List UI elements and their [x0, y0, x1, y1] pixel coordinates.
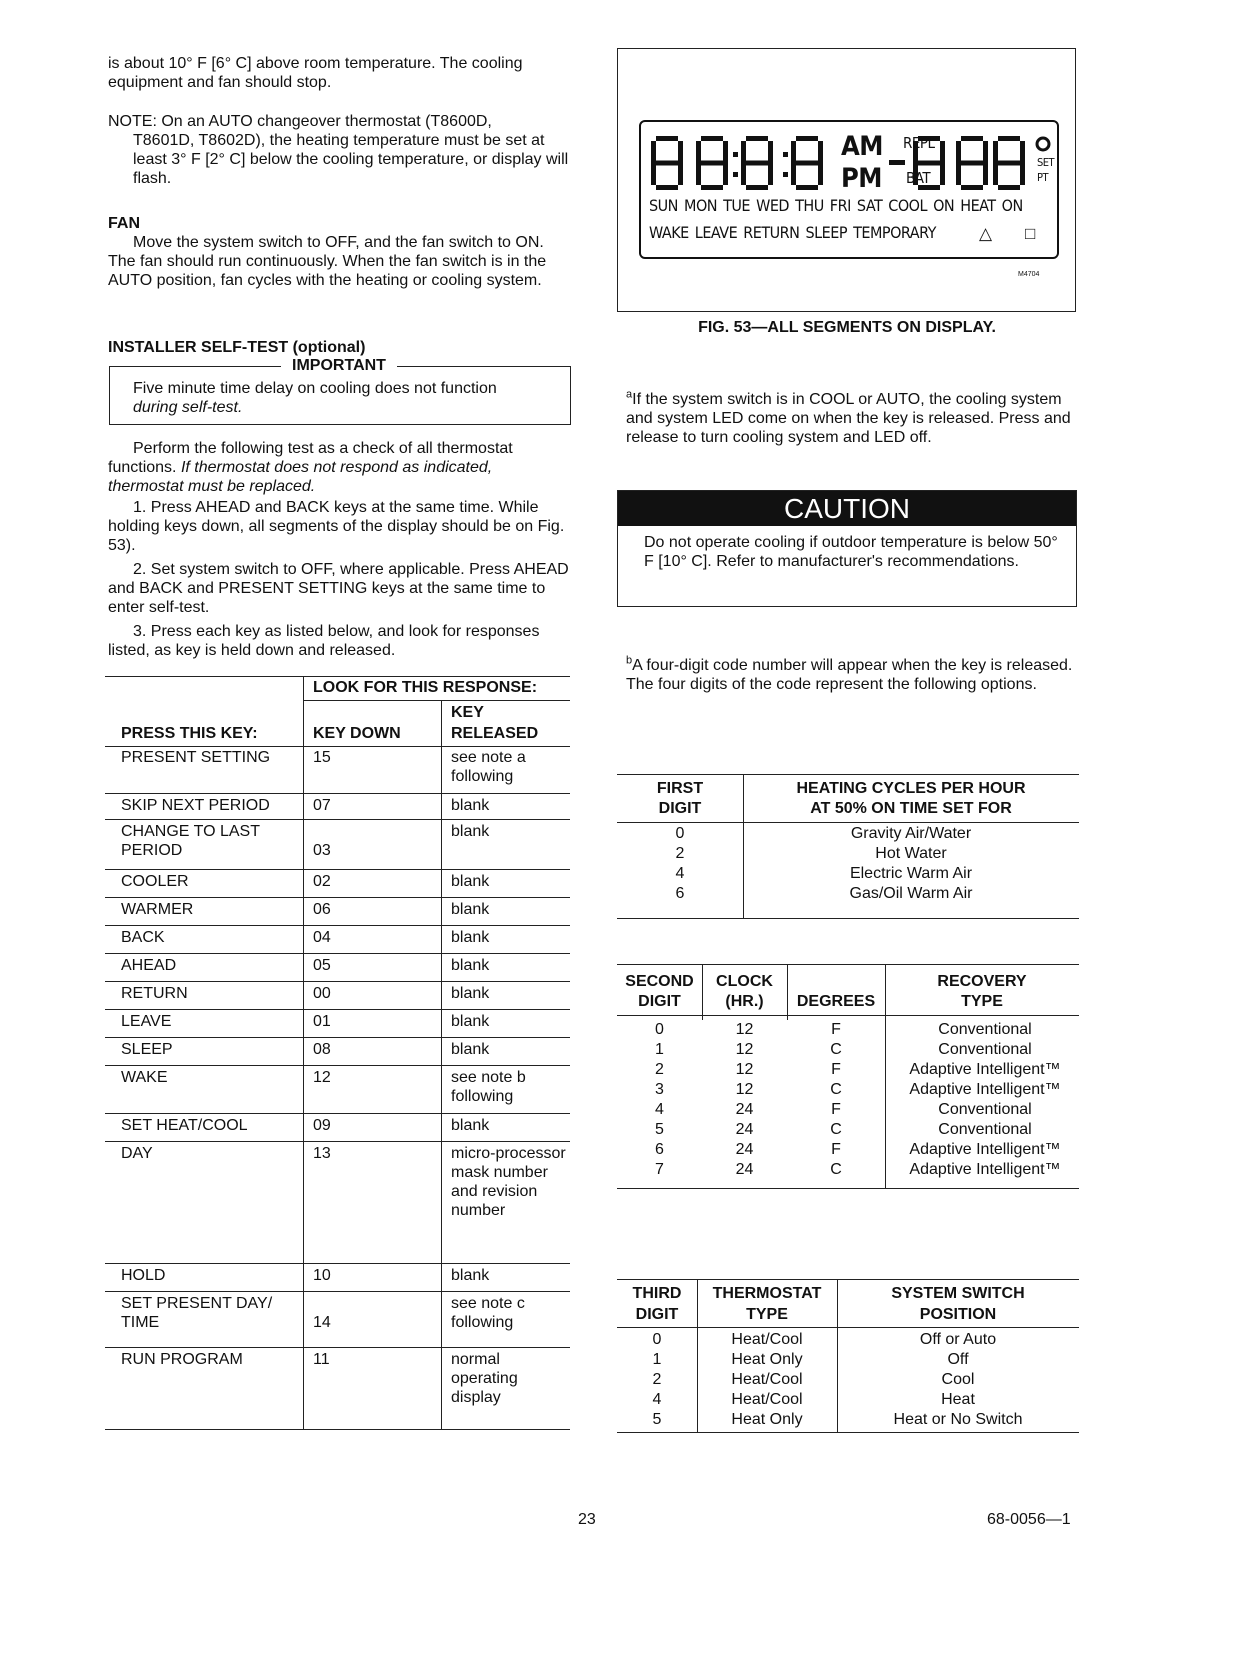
table-row-key: SET HEAT/COOL	[121, 1117, 248, 1134]
table-row-released: blank	[451, 985, 490, 1002]
table-row-key: COOLER	[121, 873, 189, 890]
lcd-pm: PM	[841, 163, 882, 194]
note-a-sup: a	[626, 388, 633, 401]
important-text-2: during self-test.	[133, 399, 243, 416]
perform-text: Perform the following test as a check of all thermostat functions.	[108, 440, 513, 476]
lcd-segment	[746, 136, 768, 141]
lcd-segment	[940, 141, 945, 163]
second-h4-a: RECOVERY	[937, 973, 1027, 990]
lcd-segment	[918, 161, 940, 166]
first-row-digit: 4	[675, 865, 685, 882]
lcd-segment	[956, 141, 961, 163]
lcd-segment	[678, 141, 683, 163]
lcd-segment	[741, 163, 746, 185]
figure-caption: FIG. 53—ALL SEGMENTS ON DISPLAY.	[698, 319, 996, 336]
figure-box	[617, 48, 1076, 312]
table-row-down: 00	[313, 985, 331, 1002]
lcd-segment	[701, 185, 723, 190]
table-row-down: 12	[313, 1069, 331, 1086]
lcd-segment	[993, 141, 998, 163]
second-row-digit: 3	[655, 1081, 664, 1098]
lcd-segment	[796, 136, 818, 141]
lcd-segment	[696, 163, 701, 185]
lcd-segment	[701, 136, 723, 141]
table-row-key: CHANGE TO LAST PERIOD	[121, 823, 260, 859]
second-row-digit: 6	[655, 1141, 664, 1158]
first-col2-a: HEATING CYCLES PER HOUR	[796, 780, 1026, 797]
second-h2-a: CLOCK	[716, 973, 773, 990]
table-row-released: blank	[451, 873, 490, 890]
table-row-key: WARMER	[121, 901, 194, 918]
first-row-value: Hot Water	[875, 845, 947, 862]
third-row-position: Off or Auto	[919, 1331, 997, 1348]
third-h3-b: POSITION	[919, 1306, 997, 1323]
second-row-degrees: C	[830, 1121, 842, 1138]
third-row-type: Heat Only	[731, 1351, 803, 1368]
lcd-segment	[983, 163, 988, 185]
second-row-recovery: Conventional	[938, 1021, 1032, 1038]
lcd-segment	[983, 141, 988, 163]
lcd-segment	[741, 141, 746, 163]
second-row-clock: 24	[735, 1101, 754, 1118]
step-1: 1. Press AHEAD and BACK keys at the same time. While holding keys down, all segments of the display should be on Fig. 53).	[108, 499, 565, 554]
fan-paragraph: Move the system switch to OFF, and the fan switch to ON. The fan should run continuously. When the fan switch is in the AUTO position, fan cycles with the heating or cooling system.	[108, 234, 547, 289]
second-row-degrees: F	[831, 1141, 841, 1158]
lcd-segment	[818, 141, 823, 163]
table-row-key: WAKE	[121, 1069, 168, 1086]
lcd-days-row: SUN MON TUE WED THU FRI SAT COOL ON HEAT ON	[649, 196, 1023, 215]
table-row-released: blank	[451, 823, 490, 840]
second-row-recovery: Conventional	[938, 1121, 1032, 1138]
lcd-segment	[656, 161, 678, 166]
second-h3: DEGREES	[796, 993, 876, 1010]
table-row-released: see note a following	[451, 749, 526, 785]
lcd-segment	[961, 161, 983, 166]
lcd-segment	[746, 161, 768, 166]
lcd-segment	[998, 161, 1020, 166]
table-row-released: blank	[451, 1117, 490, 1134]
lcd-segment	[768, 163, 773, 185]
first-col1-a: FIRST	[656, 780, 704, 797]
table-row-down: 08	[313, 1041, 331, 1058]
third-row-type: Heat Only	[731, 1411, 803, 1428]
third-h3-a: SYSTEM SWITCH	[891, 1285, 1025, 1302]
lcd-segment	[678, 163, 683, 185]
lcd-segment	[656, 136, 678, 141]
third-row-digit: 0	[652, 1331, 662, 1348]
second-row-degrees: C	[830, 1041, 842, 1058]
caution-title: CAUTION	[618, 491, 1076, 526]
second-row-digit: 7	[655, 1161, 664, 1178]
table-row-key: RUN PROGRAM	[121, 1351, 243, 1368]
lcd-segment	[651, 141, 656, 163]
first-col2-b: AT 50% ON TIME SET FOR	[810, 800, 1012, 817]
second-row-degrees: C	[830, 1081, 842, 1098]
table-row-down: 10	[313, 1267, 331, 1284]
second-row-recovery: Adaptive Intelligent™	[909, 1061, 1061, 1078]
table-row-down: 03	[313, 842, 331, 859]
table-row-down: 06	[313, 901, 331, 918]
third-row-type: Heat/Cool	[731, 1391, 803, 1408]
second-row-digit: 0	[655, 1021, 664, 1038]
third-h2-b: TYPE	[746, 1306, 788, 1323]
lcd-pt: PT	[1037, 171, 1049, 184]
lcd-segment	[1020, 141, 1025, 163]
table-row-released: blank	[451, 1041, 490, 1058]
third-h1-b: DIGIT	[635, 1306, 679, 1323]
third-row-position: Heat or No Switch	[893, 1411, 1023, 1428]
table-row-released: blank	[451, 1267, 490, 1284]
lcd-segment	[889, 160, 905, 165]
second-h4-b: TYPE	[961, 993, 1003, 1010]
third-row-position: Off	[947, 1351, 969, 1368]
table-row-down: 07	[313, 797, 331, 814]
note-b-text: A four-digit code number will appear when the key is released. The four digits of the code represent the following options.	[626, 657, 1073, 693]
important-text-1: Five minute time delay on cooling does not function	[133, 380, 497, 397]
table-row-key: SKIP NEXT PERIOD	[121, 797, 270, 814]
col-released-2: RELEASED	[451, 725, 539, 742]
third-row-position: Cool	[941, 1371, 975, 1388]
third-row-type: Heat/Cool	[731, 1371, 803, 1388]
intro-paragraph: is about 10° F [6° C] above room temperature. The cooling equipment and fan should stop.	[108, 55, 523, 91]
table-row-released: blank	[451, 901, 490, 918]
second-row-digit: 5	[655, 1121, 664, 1138]
lcd-segment	[701, 161, 723, 166]
table-row-key: DAY	[121, 1145, 153, 1162]
second-row-digit: 2	[655, 1061, 664, 1078]
lcd-segment	[998, 136, 1020, 141]
third-row-digit: 2	[652, 1371, 662, 1388]
lcd-segment	[733, 172, 738, 177]
lcd-segment	[1020, 163, 1025, 185]
lcd-segment	[961, 185, 983, 190]
table-row-released: blank	[451, 797, 490, 814]
degree-icon	[1037, 138, 1049, 150]
first-row-value: Gas/Oil Warm Air	[849, 885, 973, 902]
selftest-heading: INSTALLER SELF-TEST (optional)	[108, 339, 366, 356]
lcd-repl: REPL	[903, 134, 935, 152]
second-row-clock: 12	[735, 1081, 754, 1098]
note-paragraph: T8601D, T8602D), the heating temperature must be set at least 3° F [2° C] below the cooling temperature, or display will flash.	[133, 132, 569, 187]
table-row-released: blank	[451, 957, 490, 974]
table-row-down: 14	[313, 1314, 331, 1331]
lcd-segment	[791, 141, 796, 163]
group-header: LOOK FOR THIS RESPONSE:	[313, 679, 538, 696]
table-row-down: 02	[313, 873, 331, 890]
note-b	[626, 656, 1081, 694]
perform-italic: If thermostat does not respond as indicated, thermostat must be replaced.	[108, 459, 493, 495]
lcd-segment	[733, 152, 738, 157]
lcd-segment	[783, 172, 788, 177]
lcd-segment	[818, 163, 823, 185]
table-row-released: blank	[451, 1013, 490, 1030]
second-h2-b: (HR.)	[725, 993, 764, 1010]
third-row-digit: 1	[652, 1351, 662, 1368]
third-h2-a: THERMOSTAT	[712, 1285, 822, 1302]
lcd-segment	[656, 185, 678, 190]
table-row-released: normal operating display	[451, 1351, 518, 1406]
fan-heading: FAN	[108, 215, 140, 232]
table-row-key: SLEEP	[121, 1041, 173, 1058]
first-row-value: Electric Warm Air	[849, 865, 973, 882]
second-row-degrees: F	[831, 1021, 841, 1038]
third-h1-a: THIRD	[632, 1285, 682, 1302]
second-row-clock: 12	[735, 1061, 754, 1078]
doc-number: 68-0056—1	[987, 1511, 1071, 1528]
second-row-digit: 1	[655, 1041, 664, 1058]
third-row-digit: 5	[652, 1411, 662, 1428]
second-row-clock: 24	[735, 1161, 754, 1178]
table-row-key: AHEAD	[121, 957, 177, 974]
second-row-recovery: Adaptive Intelligent™	[909, 1141, 1061, 1158]
lcd-segment	[993, 163, 998, 185]
lcd-segment	[746, 185, 768, 190]
table-row-key: RETURN	[121, 985, 188, 1002]
lcd-segment	[796, 161, 818, 166]
table-row-down: 09	[313, 1117, 331, 1134]
second-row-digit: 4	[655, 1101, 664, 1118]
lcd-status-row: WAKE LEAVE RETURN SLEEP TEMPORARY	[649, 223, 936, 242]
table-row-down: 01	[313, 1013, 331, 1030]
table-row-key: LEAVE	[121, 1013, 172, 1030]
lcd-display	[639, 120, 1059, 259]
col-down: KEY DOWN	[313, 725, 401, 742]
table-row-released: see note c following	[451, 1295, 525, 1331]
second-row-recovery: Conventional	[938, 1101, 1032, 1118]
first-col1-b: DIGIT	[658, 800, 702, 817]
step-3: 3. Press each key as listed below, and look for responses listed, as key is held down and released.	[108, 623, 540, 659]
table-row-key: SET PRESENT DAY/ TIME	[121, 1295, 273, 1331]
third-row-position: Heat	[941, 1391, 975, 1408]
perform-paragraph	[108, 439, 570, 496]
note-line-1: NOTE: On an AUTO changeover thermostat (T8600D,	[108, 113, 492, 130]
caution-text: Do not operate cooling if outdoor temperature is below 50° F [10° C]. Refer to manufacturer's recommendations.	[644, 534, 1058, 570]
lcd-segment	[723, 141, 728, 163]
caution-box	[617, 490, 1077, 607]
first-row-digit: 0	[675, 825, 685, 842]
second-row-recovery: Adaptive Intelligent™	[909, 1081, 1061, 1098]
table-row-down: 13	[313, 1145, 331, 1162]
lcd-segment	[956, 163, 961, 185]
lcd-segment	[696, 141, 701, 163]
lcd-segment	[791, 163, 796, 185]
lcd-am: AM	[841, 131, 883, 162]
table-row-key: PRESENT SETTING	[121, 749, 271, 766]
col-released-1: KEY	[451, 704, 484, 721]
first-row-value: Gravity Air/Water	[850, 825, 972, 842]
third-row-type: Heat/Cool	[731, 1331, 803, 1348]
table-row-released: blank	[451, 929, 490, 946]
col-press: PRESS THIS KEY:	[121, 725, 258, 742]
second-row-clock: 24	[735, 1141, 754, 1158]
second-h1-b: DIGIT	[638, 993, 681, 1010]
first-row-digit: 2	[675, 845, 685, 862]
lcd-segment	[796, 185, 818, 190]
second-row-recovery: Adaptive Intelligent™	[909, 1161, 1061, 1178]
table-row-down: 05	[313, 957, 331, 974]
second-row-clock: 24	[735, 1121, 754, 1138]
second-row-recovery: Conventional	[938, 1041, 1032, 1058]
lcd-segment	[768, 141, 773, 163]
table-row-down: 15	[313, 749, 331, 766]
triangle-icon: △	[979, 224, 993, 243]
second-h1-a: SECOND	[625, 973, 694, 990]
table-row-down: 11	[313, 1351, 330, 1368]
lcd-set: SET	[1037, 156, 1055, 169]
first-row-digit: 6	[675, 885, 685, 902]
second-row-degrees: F	[831, 1061, 841, 1078]
lcd-segment	[651, 163, 656, 185]
table-row-key: HOLD	[121, 1267, 166, 1284]
third-row-digit: 4	[652, 1391, 662, 1408]
lcd-segment	[723, 163, 728, 185]
square-icon: □	[1025, 224, 1036, 243]
figure-id: M4704	[1018, 271, 1040, 278]
note-a	[626, 390, 1081, 447]
table-row-key: BACK	[121, 929, 165, 946]
table-row-released: micro-processor mask number and revision number	[451, 1145, 566, 1219]
second-row-clock: 12	[735, 1041, 754, 1058]
lcd-segment	[998, 185, 1020, 190]
page-number: 23	[578, 1511, 596, 1528]
note-b-sup: b	[626, 654, 633, 667]
lcd-segment	[940, 163, 945, 185]
step-2: 2. Set system switch to OFF, where applicable. Press AHEAD and BACK and PRESENT SETTING keys at the same time to enter self-test.	[108, 561, 569, 616]
second-row-degrees: F	[831, 1101, 841, 1118]
second-row-clock: 12	[735, 1021, 754, 1038]
lcd-segment	[783, 152, 788, 157]
table-row-down: 04	[313, 929, 331, 946]
note-a-text: If the system switch is in COOL or AUTO, the cooling system and system LED come on when the key is released. Press and release to turn cooling system and LED off.	[626, 391, 1071, 446]
lcd-segment	[961, 136, 983, 141]
important-title: IMPORTANT	[292, 357, 386, 374]
table-row-released: see note b following	[451, 1069, 526, 1105]
second-row-degrees: C	[830, 1161, 842, 1178]
lcd-bat: BAT	[906, 169, 931, 187]
